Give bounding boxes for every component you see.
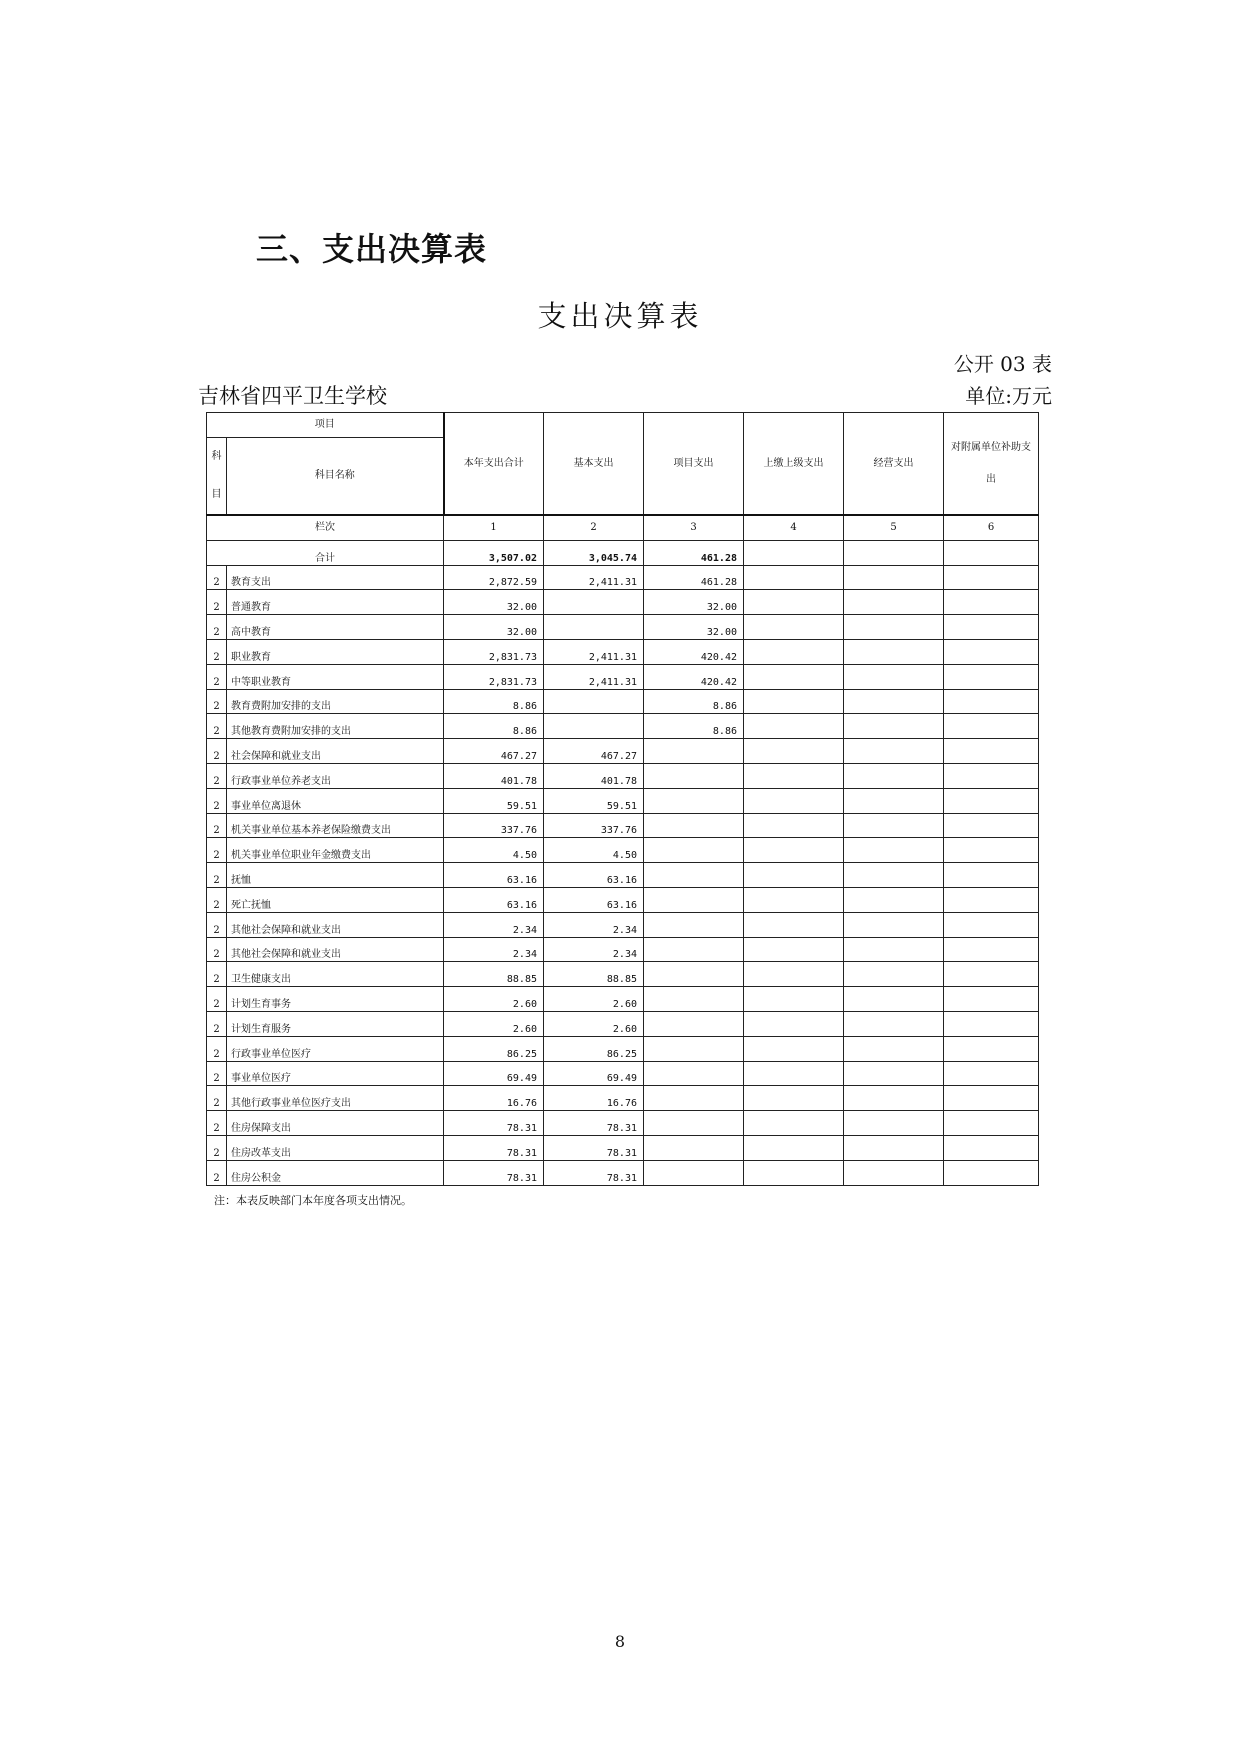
row-name: 死亡抚恤	[227, 887, 444, 912]
row-value	[844, 689, 944, 714]
total-value: 461.28	[644, 540, 744, 565]
table-row	[207, 987, 1039, 1012]
row-code: 2	[207, 615, 227, 640]
row-value	[744, 763, 844, 788]
row-name: 行政事业单位医疗	[227, 1036, 444, 1061]
table-row	[207, 590, 1039, 615]
row-name: 住房保障支出	[227, 1111, 444, 1136]
header-col-project: 项目支出	[644, 413, 744, 516]
row-name: 高中教育	[227, 615, 444, 640]
row-name: 抚恤	[227, 863, 444, 888]
row-code: 2	[207, 1160, 227, 1185]
row-value	[744, 1086, 844, 1111]
header-col-business: 经营支出	[844, 413, 944, 516]
row-value: 2,831.73	[444, 639, 544, 664]
row-value	[744, 863, 844, 888]
row-value	[744, 689, 844, 714]
row-value: 8.86	[644, 714, 744, 739]
header-name: 科目名称	[227, 438, 444, 516]
row-value	[944, 1111, 1039, 1136]
row-value	[644, 813, 744, 838]
row-value	[744, 714, 844, 739]
row-name: 住房改革支出	[227, 1135, 444, 1160]
row-value: 2.60	[544, 987, 644, 1012]
row-name: 教育费附加安排的支出	[227, 689, 444, 714]
row-value: 2.34	[444, 912, 544, 937]
row-value: 32.00	[444, 590, 544, 615]
row-value	[844, 615, 944, 640]
row-value	[644, 763, 744, 788]
header-col-remit: 上缴上级支出	[744, 413, 844, 516]
row-value: 4.50	[544, 838, 644, 863]
row-value: 78.31	[444, 1160, 544, 1185]
row-value	[744, 664, 844, 689]
row-value	[944, 838, 1039, 863]
total-value: 3,045.74	[544, 540, 644, 565]
row-value	[944, 1011, 1039, 1036]
row-value	[644, 962, 744, 987]
row-value: 32.00	[644, 590, 744, 615]
row-value: 78.31	[444, 1111, 544, 1136]
total-value	[844, 540, 944, 565]
row-value	[844, 1061, 944, 1086]
row-code: 2	[207, 664, 227, 689]
section-heading: 三、支出决算表	[256, 230, 488, 268]
row-value	[744, 788, 844, 813]
row-value: 88.85	[544, 962, 644, 987]
header-col-total: 本年支出合计	[444, 413, 544, 516]
row-value	[944, 863, 1039, 888]
row-value	[744, 1111, 844, 1136]
row-value	[944, 887, 1039, 912]
table-row	[207, 763, 1039, 788]
row-value: 420.42	[644, 664, 744, 689]
column-number: 4	[744, 515, 844, 540]
row-value	[644, 788, 744, 813]
row-value: 86.25	[444, 1036, 544, 1061]
column-number: 3	[644, 515, 744, 540]
row-name: 教育支出	[227, 565, 444, 590]
row-code: 2	[207, 1061, 227, 1086]
row-value	[944, 937, 1039, 962]
row-value: 2.34	[544, 937, 644, 962]
row-value	[644, 838, 744, 863]
row-value	[744, 962, 844, 987]
header-col-subsidy	[944, 413, 1039, 516]
row-value	[844, 912, 944, 937]
row-value	[944, 912, 1039, 937]
row-code: 2	[207, 689, 227, 714]
row-name: 机关事业单位基本养老保险缴费支出	[227, 813, 444, 838]
row-value	[844, 639, 944, 664]
row-value	[644, 987, 744, 1012]
row-name: 行政事业单位养老支出	[227, 763, 444, 788]
row-value	[644, 887, 744, 912]
total-value: 3,507.02	[444, 540, 544, 565]
row-code: 2	[207, 590, 227, 615]
row-value: 467.27	[544, 739, 644, 764]
row-value	[944, 739, 1039, 764]
row-name: 普通教育	[227, 590, 444, 615]
table-row	[207, 912, 1039, 937]
row-name: 其他行政事业单位医疗支出	[227, 1086, 444, 1111]
row-name: 事业单位离退休	[227, 788, 444, 813]
row-code: 2	[207, 813, 227, 838]
row-value: 2.34	[544, 912, 644, 937]
row-value	[744, 912, 844, 937]
row-value: 78.31	[544, 1160, 644, 1185]
row-name: 机关事业单位职业年金缴费支出	[227, 838, 444, 863]
row-value	[844, 1086, 944, 1111]
table-note: 注：本表反映部门本年度各项支出情况。	[214, 1194, 412, 1207]
row-value	[744, 813, 844, 838]
row-code: 2	[207, 763, 227, 788]
row-value: 2,831.73	[444, 664, 544, 689]
row-value: 8.86	[444, 689, 544, 714]
row-code: 2	[207, 863, 227, 888]
row-value	[844, 1011, 944, 1036]
row-value	[744, 838, 844, 863]
row-value: 467.27	[444, 739, 544, 764]
row-code: 2	[207, 739, 227, 764]
table-row	[207, 1061, 1039, 1086]
row-value	[544, 615, 644, 640]
total-label: 合计	[207, 540, 444, 565]
row-value	[844, 813, 944, 838]
table-row	[207, 1011, 1039, 1036]
row-value	[744, 887, 844, 912]
row-value	[944, 1061, 1039, 1086]
column-number: 2	[544, 515, 644, 540]
row-value: 69.49	[544, 1061, 644, 1086]
row-value: 401.78	[544, 763, 644, 788]
total-value	[944, 540, 1039, 565]
row-value	[944, 1135, 1039, 1160]
row-code: 2	[207, 788, 227, 813]
row-value	[844, 1160, 944, 1185]
column-number: 1	[444, 515, 544, 540]
row-value	[944, 962, 1039, 987]
row-value	[744, 1061, 844, 1086]
row-value: 78.31	[544, 1111, 644, 1136]
row-value: 2,411.31	[544, 639, 644, 664]
row-code: 2	[207, 912, 227, 937]
row-value	[944, 565, 1039, 590]
page-number: 8	[614, 1632, 626, 1651]
row-value	[944, 615, 1039, 640]
row-value: 2,411.31	[544, 565, 644, 590]
row-value: 2,872.59	[444, 565, 544, 590]
row-value: 8.86	[444, 714, 544, 739]
row-value: 86.25	[544, 1036, 644, 1061]
row-value: 461.28	[644, 565, 744, 590]
row-code: 2	[207, 1011, 227, 1036]
row-code: 2	[207, 887, 227, 912]
row-value: 78.31	[544, 1135, 644, 1160]
header-code	[207, 438, 227, 516]
row-value: 63.16	[444, 887, 544, 912]
row-value	[644, 863, 744, 888]
header-col-subsidy-text: 对附属单位补助支出	[951, 441, 1031, 485]
row-value: 2,411.31	[544, 664, 644, 689]
table-row	[207, 664, 1039, 689]
row-value	[644, 1036, 744, 1061]
row-value	[944, 987, 1039, 1012]
row-value	[944, 714, 1039, 739]
form-code: 公开 03 表	[953, 352, 1052, 376]
table-row	[207, 1111, 1039, 1136]
row-value	[844, 763, 944, 788]
row-value	[644, 739, 744, 764]
row-value	[844, 962, 944, 987]
row-value	[544, 590, 644, 615]
row-value	[944, 639, 1039, 664]
table-row	[207, 1135, 1039, 1160]
table-row	[207, 714, 1039, 739]
row-code: 2	[207, 1111, 227, 1136]
row-value	[644, 1135, 744, 1160]
row-value: 59.51	[544, 788, 644, 813]
row-value	[944, 813, 1039, 838]
row-value	[644, 937, 744, 962]
expenditure-table	[206, 412, 1039, 1186]
row-value: 2.60	[444, 987, 544, 1012]
table-row	[207, 739, 1039, 764]
row-value	[644, 1011, 744, 1036]
row-value: 63.16	[444, 863, 544, 888]
table-row	[207, 1036, 1039, 1061]
row-name: 住房公积金	[227, 1160, 444, 1185]
row-value	[844, 788, 944, 813]
row-value	[544, 714, 644, 739]
row-value	[744, 1036, 844, 1061]
column-number: 6	[944, 515, 1039, 540]
row-value: 337.76	[544, 813, 644, 838]
row-value	[844, 863, 944, 888]
row-code: 2	[207, 639, 227, 664]
row-value	[744, 590, 844, 615]
row-name: 计划生育事务	[227, 987, 444, 1012]
row-value: 78.31	[444, 1135, 544, 1160]
row-value: 2.60	[444, 1011, 544, 1036]
row-value	[844, 565, 944, 590]
row-value	[944, 1086, 1039, 1111]
row-value	[744, 937, 844, 962]
table-title: 支出决算表	[537, 299, 703, 333]
row-code: 2	[207, 962, 227, 987]
row-value: 69.49	[444, 1061, 544, 1086]
row-value	[844, 664, 944, 689]
row-name: 社会保障和就业支出	[227, 739, 444, 764]
row-value	[844, 714, 944, 739]
row-value	[844, 1135, 944, 1160]
table-row	[207, 937, 1039, 962]
row-value: 16.76	[444, 1086, 544, 1111]
table-row	[207, 813, 1039, 838]
row-value	[744, 565, 844, 590]
row-value	[844, 1111, 944, 1136]
row-name: 事业单位医疗	[227, 1061, 444, 1086]
row-value	[944, 788, 1039, 813]
unit-label: 单位:万元	[965, 384, 1052, 408]
row-value	[744, 1011, 844, 1036]
table-row	[207, 1160, 1039, 1185]
row-code: 2	[207, 565, 227, 590]
row-value	[644, 912, 744, 937]
organization-name: 吉林省四平卫生学校	[198, 384, 387, 408]
row-value: 401.78	[444, 763, 544, 788]
row-code: 2	[207, 714, 227, 739]
table-row	[207, 887, 1039, 912]
row-value: 63.16	[544, 863, 644, 888]
table-row	[207, 689, 1039, 714]
row-value	[844, 590, 944, 615]
row-value	[944, 689, 1039, 714]
column-number-label: 栏次	[207, 515, 444, 540]
table-row	[207, 838, 1039, 863]
row-name: 其他社会保障和就业支出	[227, 937, 444, 962]
table-row	[207, 788, 1039, 813]
header-col-basic: 基本支出	[544, 413, 644, 516]
row-code: 2	[207, 1086, 227, 1111]
row-code: 2	[207, 937, 227, 962]
row-value	[844, 739, 944, 764]
row-value: 2.34	[444, 937, 544, 962]
row-code: 2	[207, 838, 227, 863]
row-value	[944, 1036, 1039, 1061]
row-code: 2	[207, 1135, 227, 1160]
row-value	[744, 615, 844, 640]
row-name: 计划生育服务	[227, 1011, 444, 1036]
table-row	[207, 615, 1039, 640]
row-name: 中等职业教育	[227, 664, 444, 689]
row-value	[644, 1111, 744, 1136]
row-value: 420.42	[644, 639, 744, 664]
row-value	[644, 1061, 744, 1086]
row-value: 88.85	[444, 962, 544, 987]
row-value: 32.00	[444, 615, 544, 640]
row-name: 其他教育费附加安排的支出	[227, 714, 444, 739]
row-value	[744, 1135, 844, 1160]
row-code: 2	[207, 1036, 227, 1061]
row-value	[644, 1160, 744, 1185]
header-code-text: 科目	[211, 451, 222, 500]
row-code: 2	[207, 987, 227, 1012]
row-value	[744, 739, 844, 764]
row-value	[844, 1036, 944, 1061]
total-value	[744, 540, 844, 565]
row-value: 8.86	[644, 689, 744, 714]
row-value	[744, 1160, 844, 1185]
row-value	[944, 664, 1039, 689]
row-value: 16.76	[544, 1086, 644, 1111]
row-value	[944, 590, 1039, 615]
row-value	[544, 689, 644, 714]
row-value	[844, 838, 944, 863]
row-value: 4.50	[444, 838, 544, 863]
table-row	[207, 863, 1039, 888]
row-name: 职业教育	[227, 639, 444, 664]
row-value	[744, 639, 844, 664]
row-value: 2.60	[544, 1011, 644, 1036]
table-row	[207, 639, 1039, 664]
table-row	[207, 1086, 1039, 1111]
header-item: 项目	[207, 413, 444, 438]
row-value	[744, 987, 844, 1012]
row-value	[644, 1086, 744, 1111]
table-row	[207, 962, 1039, 987]
row-value	[844, 887, 944, 912]
row-value	[944, 763, 1039, 788]
row-value	[844, 987, 944, 1012]
row-value	[844, 937, 944, 962]
row-name: 卫生健康支出	[227, 962, 444, 987]
row-value: 63.16	[544, 887, 644, 912]
column-number: 5	[844, 515, 944, 540]
row-value: 59.51	[444, 788, 544, 813]
row-value: 32.00	[644, 615, 744, 640]
row-value	[944, 1160, 1039, 1185]
row-value: 337.76	[444, 813, 544, 838]
row-name: 其他社会保障和就业支出	[227, 912, 444, 937]
table-row	[207, 565, 1039, 590]
